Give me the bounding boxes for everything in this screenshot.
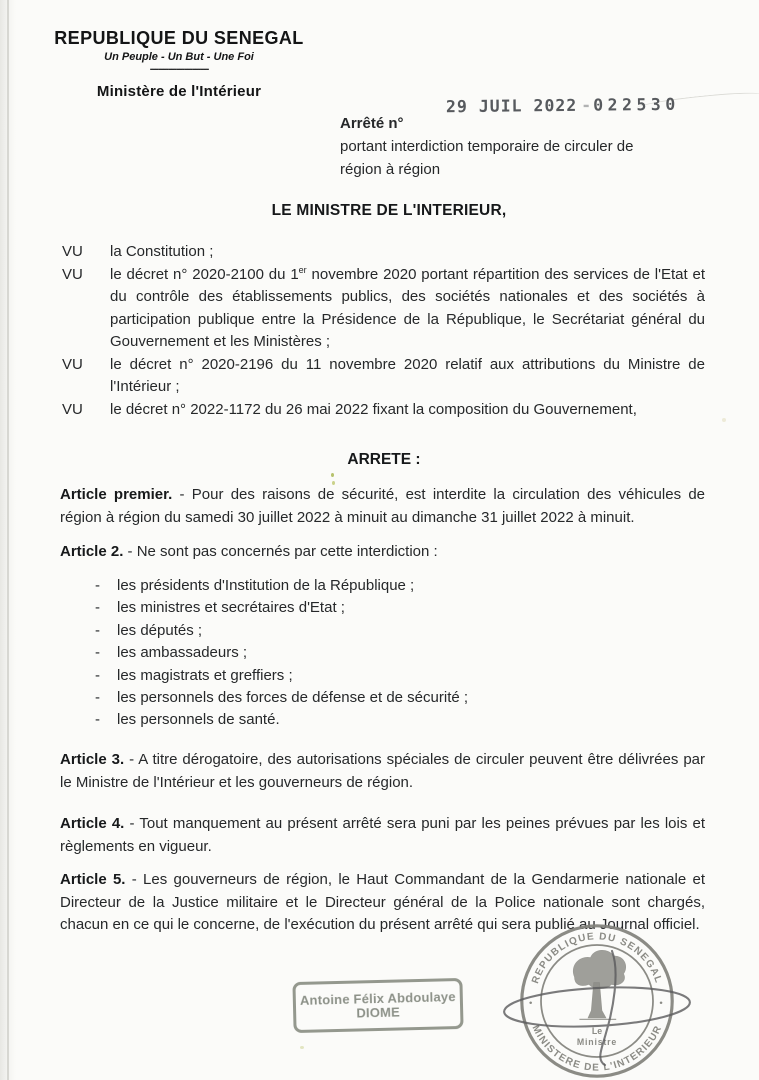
list-item bbox=[95, 597, 660, 619]
handwritten-signature bbox=[462, 938, 759, 1080]
vu-item bbox=[62, 241, 705, 264]
article-body: - Les gouverneurs de région, le Haut Commandant de la Gendarmerie nationale et Directeur de la Justice militaire et le Directeur général de la Police nationale sont chargés, chacun en ce qui le concerne, de l'exécution du présent arrêté qui sera publié au Journal officiel. bbox=[60, 871, 705, 933]
exemption-list bbox=[95, 575, 660, 732]
article-label: Article premier. bbox=[60, 486, 173, 503]
visa-clauses bbox=[62, 241, 705, 421]
list-item bbox=[95, 620, 660, 642]
dash-bullet: - bbox=[95, 599, 100, 617]
article-3 bbox=[60, 749, 705, 794]
dash-bullet: - bbox=[95, 666, 100, 684]
vu-text bbox=[110, 264, 705, 354]
seal-right-dot: • bbox=[659, 997, 663, 1009]
article-label: Article 5. bbox=[60, 871, 126, 888]
list-item bbox=[95, 709, 660, 731]
list-item-text: les présidents d'Institution de la République ; bbox=[117, 577, 415, 594]
list-item-text: les personnels de santé. bbox=[117, 711, 280, 729]
decree-title bbox=[340, 112, 730, 181]
national-motto: Un Peuple - Un But - Une Foi bbox=[104, 51, 254, 63]
letterhead bbox=[52, 28, 306, 104]
scan-speck bbox=[722, 418, 726, 422]
dash-bullet: - bbox=[95, 644, 100, 662]
vu-item bbox=[62, 264, 705, 354]
dashed-separator: ---------------------- bbox=[149, 63, 209, 75]
article-label: Article 3. bbox=[60, 751, 125, 768]
seal-top-text: REPUBLIQUE DU SENEGAL bbox=[530, 931, 664, 986]
scan-speck bbox=[331, 473, 334, 477]
article-body: - Tout manquement au présent arrêté sera puni par les peines prévues par les lois et règlements en vigueur. bbox=[60, 815, 706, 855]
dash-bullet: - bbox=[95, 711, 100, 729]
article-body: - A titre dérogatoire, des autorisations spéciales de circuler peuvent être délivrées par le Ministre de l'Intérieur et les gouverneurs de région. bbox=[60, 751, 705, 791]
vu-label: VU bbox=[62, 265, 83, 283]
list-item-text: les magistrats et greffiers ; bbox=[117, 666, 293, 684]
vu-label: VU bbox=[62, 243, 83, 260]
minister-name-stamp: Antoine Félix Abdoulaye DIOME bbox=[292, 978, 463, 1033]
scan-edge-artifact bbox=[7, 0, 9, 1080]
article-4 bbox=[60, 813, 705, 858]
vu-text: le décret n° 2020-2196 du 11 novembre 2020 relatif aux attributions du Ministre de l'Intérieur ; bbox=[110, 355, 705, 395]
seal-left-dot: • bbox=[529, 997, 533, 1009]
minister-heading: LE MINISTRE DE L'INTERIEUR, bbox=[271, 202, 507, 219]
stamp-number: 022530 bbox=[593, 94, 680, 115]
article-body: - Pour des raisons de sécurité, est interdite la circulation des véhicules de région à région du samedi 30 juillet 2022 à minuit au dimanche 31 juillet 2022 à minuit. bbox=[60, 486, 706, 526]
arrete-heading: ARRETE : bbox=[347, 451, 421, 468]
list-item-text: les personnels des forces de défense et de sécurité ; bbox=[117, 689, 469, 707]
list-item bbox=[95, 575, 660, 597]
dash-bullet: - bbox=[95, 621, 100, 639]
article-body: - Ne sont pas concernés par cette interdiction : bbox=[127, 543, 438, 560]
vu-text: la Constitution ; bbox=[110, 243, 214, 260]
list-item bbox=[95, 642, 660, 664]
vu-label: VU bbox=[62, 400, 83, 418]
decree-subject-line2: région à région bbox=[340, 161, 441, 178]
ministry-name: Ministère de l'Intérieur bbox=[96, 83, 262, 100]
dash-bullet: - bbox=[95, 577, 100, 594]
decree-subject-line1: portant interdiction temporaire de circuler de bbox=[340, 138, 634, 155]
vu-item bbox=[62, 354, 705, 399]
decree-number-line: Arrêté n° bbox=[340, 115, 404, 132]
list-item bbox=[95, 687, 660, 709]
vu-text-pre: le décret n° 2020-2100 du 1 bbox=[110, 265, 299, 283]
list-item-text: les députés ; bbox=[117, 621, 203, 639]
ordinal-superscript: er bbox=[298, 264, 307, 275]
seal-center-line2: Ministre bbox=[576, 1037, 618, 1047]
article-label: Article 2. bbox=[60, 543, 124, 560]
list-item-text: les ambassadeurs ; bbox=[117, 644, 248, 662]
signature-graphic bbox=[462, 938, 759, 1080]
seal-bottom-text: MINISTERE DE L'INTERIEUR bbox=[529, 1023, 665, 1074]
article-label: Article 4. bbox=[60, 815, 125, 832]
stamp-separator: - bbox=[581, 95, 593, 115]
article-2 bbox=[60, 541, 705, 564]
vu-label: VU bbox=[62, 355, 83, 373]
dash-bullet: - bbox=[95, 689, 100, 707]
list-item-text: les ministres et secrétaires d'Etat ; bbox=[117, 599, 345, 617]
vu-text: le décret n° 2022-1172 du 26 mai 2022 fixant la composition du Gouvernement, bbox=[110, 400, 637, 418]
republic-title: REPUBLIQUE DU SENEGAL bbox=[54, 28, 304, 48]
article-premier bbox=[60, 484, 705, 529]
list-item bbox=[95, 665, 660, 687]
vu-text-post: novembre 2020 portant répartition des services de l'Etat et du contrôle des établissements publics, des sociétés nationales et des sociétés à participation publique entre la Présidence de la République, le Secrétariat général du Gouvernement et les Ministères ; bbox=[110, 265, 705, 350]
vu-item bbox=[62, 399, 705, 422]
scan-speck bbox=[300, 1046, 304, 1049]
seal-center-line1: Le bbox=[591, 1025, 603, 1036]
stamp-date: 29 JUIL 2022 bbox=[445, 95, 578, 117]
